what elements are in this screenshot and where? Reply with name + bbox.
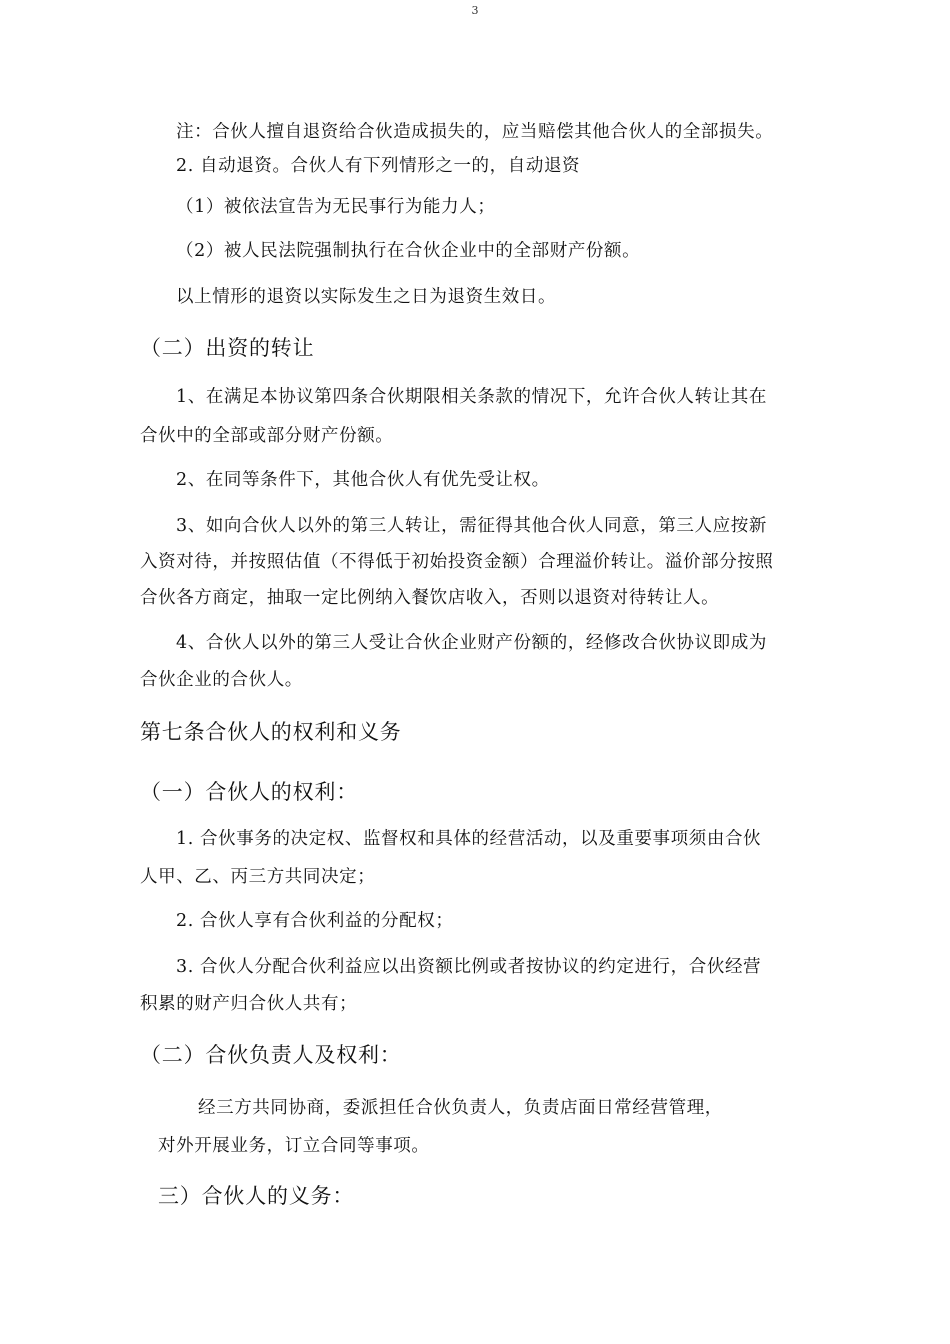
effective-date-line: 以上情形的退资以实际发生之日为退资生效日。 [176, 287, 557, 307]
transfer-3-line-b: 入资对待，并按照估值（不得低于初始投资金额）合理溢价转让。溢价部分按照 [140, 552, 774, 572]
section-heading-manager: （二）合伙负责人及权利： [140, 1043, 402, 1067]
note-line: 注：合伙人擅自退资给合伙造成损失的，应当赔偿其他合伙人的全部损失。 [176, 122, 774, 142]
section-heading-duties: 三）合伙人的义务： [158, 1184, 355, 1208]
transfer-3-line-a: 3、如向合伙人以外的第三人转让，需征得其他合伙人同意，第三人应按新 [176, 516, 767, 536]
section-heading-rights: （一）合伙人的权利： [140, 780, 358, 804]
article-7-heading: 第七条合伙人的权利和义务 [140, 720, 402, 744]
rights-3-line-b: 积累的财产归合伙人共有； [140, 994, 358, 1014]
item-2-line: （2）被人民法院强制执行在合伙企业中的全部财产份额。 [176, 241, 641, 261]
rights-1-line-a: 1. 合伙事务的决定权、监督权和具体的经营活动，以及重要事项须由合伙 [176, 829, 762, 849]
clause-2-auto-withdrawal: 2. 自动退资。合伙人有下列情形之一的，自动退资 [176, 156, 581, 176]
transfer-3-line-c: 合伙各方商定，抽取一定比例纳入餐饮店收入，否则以退资对待转让人。 [140, 588, 720, 608]
manager-line-b: 对外开展业务，订立合同等事项。 [158, 1136, 430, 1156]
page-number: 3 [471, 4, 479, 17]
section-heading-transfer: （二）出资的转让 [140, 336, 315, 360]
transfer-1-line-b: 合伙中的全部或部分财产份额。 [140, 426, 394, 446]
manager-line-a: 经三方共同协商，委派担任合伙负责人，负责店面日常经营管理， [198, 1098, 723, 1118]
rights-2-line: 2. 合伙人享有合伙利益的分配权； [176, 911, 454, 931]
rights-1-line-b: 人甲、乙、丙三方共同决定； [140, 867, 376, 887]
transfer-4-line-b: 合伙企业的合伙人。 [140, 670, 303, 690]
transfer-1-line-a: 1、在满足本协议第四条合伙期限相关条款的情况下，允许合伙人转让其在 [176, 387, 767, 407]
rights-3-line-a: 3. 合伙人分配合伙利益应以出资额比例或者按协议的约定进行，合伙经营 [176, 957, 762, 977]
transfer-4-line-a: 4、合伙人以外的第三人受让合伙企业财产份额的，经修改合伙协议即成为 [176, 633, 767, 653]
item-1-line: （1）被依法宣告为无民事行为能力人； [176, 197, 496, 217]
transfer-2-line: 2、在同等条件下，其他合伙人有优先受让权。 [176, 470, 550, 490]
